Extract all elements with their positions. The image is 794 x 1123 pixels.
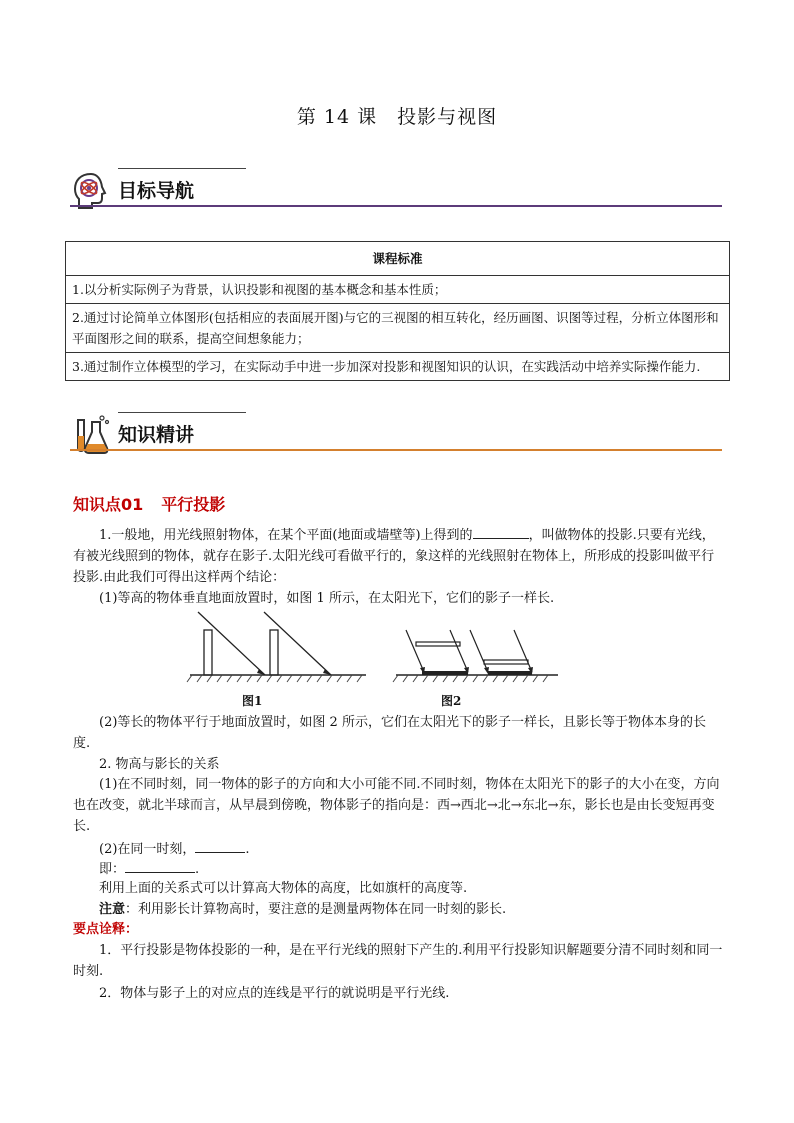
paragraph-conclusion-1: (1)等高的物体垂直地面放置时，如图 1 所示，在太阳光下，它们的影子一样长. bbox=[99, 591, 555, 606]
fill-blank[interactable] bbox=[125, 858, 195, 873]
table-row: 2.通过讨论简单立体图形(包括相应的表面展开图)与它的三视图的相互转化，经历画图、识图等过程，分析立体图形和平面图形之间的联系，提高空间想象能力； bbox=[66, 304, 730, 353]
paragraph-note: 注意：利用影长计算物高时，要注意的是测量两物体在同一时刻的影长. bbox=[99, 902, 507, 917]
figure-1-caption: 图1 bbox=[242, 694, 263, 708]
section-header-goal bbox=[70, 168, 722, 212]
lesson-title: 第 14 课 投影与视图 bbox=[296, 106, 498, 128]
table-row: 1.以分析实际例子为背景，认识投影和视图的基本概念和基本性质； bbox=[66, 276, 730, 304]
key-point-2: 2．物体与影子上的对应点的连线是平行的就说明是平行光线. bbox=[99, 986, 450, 1001]
key-point-1: 1．平行投影是物体投影的一种，是在平行光线的照射下产生的.利用平行投影知识解题要分清不同时刻和同一时刻. bbox=[73, 943, 723, 979]
paragraph-definition: 1.一般地，用光线照射物体，在某个平面(地面或墙壁等)上得到的 ，叫做物体的投影.只要有光线，有被光线照到的物体，就存在影子.太阳光线可看做平行的，象这样的光线照射在物体上，所形成的投影叫做平行投影.由此我们可得出这样两个结论： bbox=[73, 524, 723, 588]
section-header-knowledge bbox=[70, 412, 722, 456]
figure-2-caption: 图2 bbox=[441, 694, 462, 708]
paragraph-same-time: (2)在同一时刻， . bbox=[73, 838, 723, 860]
fill-blank[interactable] bbox=[195, 838, 245, 853]
figure-1-vertical-poles bbox=[186, 608, 370, 688]
paragraph-different-times: (1)在不同时刻，同一物体的影子的方向和大小可能不同.不同时刻，物体在太阳光下的影子的大小在变，方向也在改变，就北半球而言，从早晨到傍晚，物体影子的指向是：西→西北→北→东北→东，影长也是由长变短再变长. bbox=[73, 777, 720, 834]
paragraph-heading-height-shadow: 2. 物高与影长的关系 bbox=[99, 757, 220, 772]
curriculum-standards-table bbox=[65, 241, 730, 381]
key-points-label: 要点诠释： bbox=[73, 922, 139, 937]
knowledge-point-title: 知识点01 平行投影 bbox=[73, 495, 226, 514]
paragraph-conclusion-2: (2)等长的物体平行于地面放置时，如图 2 所示，它们在太阳光下的影子一样长，且影长等于物体本身的长度. bbox=[73, 715, 706, 751]
section-title-goal: 目标导航 bbox=[118, 180, 195, 202]
section-title-knowledge: 知识精讲 bbox=[118, 424, 195, 446]
paragraph-formula: 即： . bbox=[73, 858, 723, 880]
fill-blank[interactable] bbox=[473, 524, 529, 539]
figure-2-horizontal-rods bbox=[392, 608, 562, 688]
table-row: 3.通过制作立体模型的学习，在实际动手中进一步加深对投影和视图知识的认识，在实践活动中培养实际操作能力. bbox=[66, 353, 730, 381]
table-header: 课程标准 bbox=[66, 242, 730, 276]
paragraph-application: 利用上面的关系式可以计算高大物体的高度，比如旗杆的高度等. bbox=[99, 881, 468, 896]
section-divider bbox=[70, 449, 722, 451]
section-divider bbox=[70, 205, 722, 207]
